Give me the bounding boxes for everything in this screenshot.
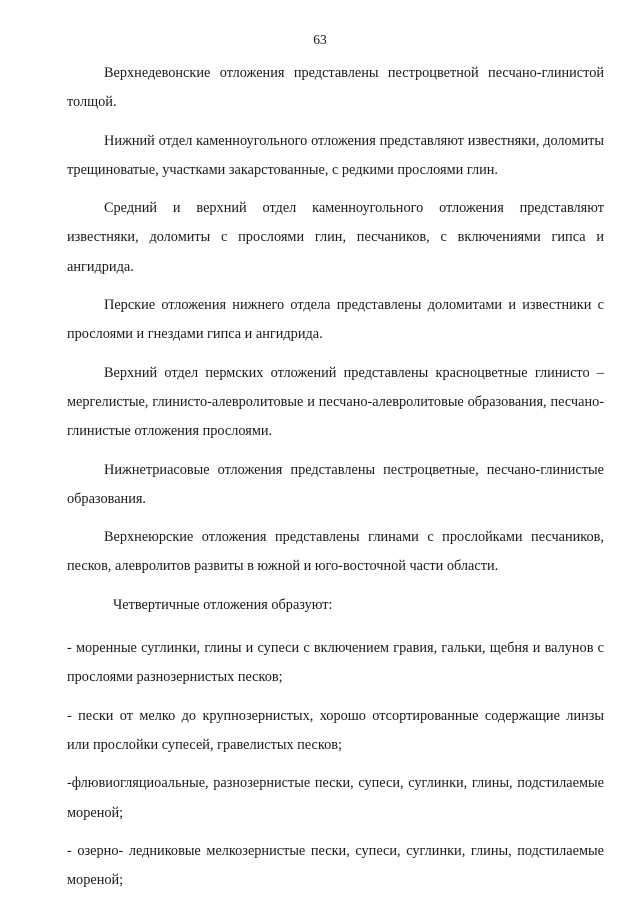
paragraph-middle-upper-carboniferous: Средний и верхний отдел каменноугольного отложения представляют известняки, доломиты с прослоями глин, песчаников, с включениями гипса и ангидрида.	[67, 200, 604, 275]
paragraph-upper-permian: Верхний отдел пермских отложений представлены красноцветные глинисто – мергелистые, глинисто-алевролитовые и песчано-алевролитовые образования, песчано-глинистые отложения прослоями.	[67, 364, 604, 440]
list-item-fluvioglacial: -флювиогляциоальные, разнозернистые пески, супеси, суглинки, глины, подстилаемые мореной;	[67, 775, 604, 821]
paragraph-lower-permian: Перские отложения нижнего отдела представлены доломитами и известники с прослоями и гнездами гипса и ангидрида.	[67, 297, 604, 343]
page-number: 63	[313, 32, 327, 47]
paragraph-upper-jurassic: Верхнеюрские отложения представлены глинами с прослойками песчаников, песков, алевролитов развиты в южной и юго-восточной части области.	[67, 529, 604, 575]
paragraph-lower-triassic: Нижнетриасовые отложения представлены пестроцветные, песчано-глинистые образования.	[67, 461, 604, 507]
list-item-moraine: - моренные суглинки, глины и супеси с включением гравия, гальки, щебня и валунов с прослоями разнозернистых песков;	[67, 640, 604, 686]
paragraph-quaternary-intro: Четвертичные отложения образуют:	[113, 596, 333, 613]
paragraph-upper-devonian: Верхнедевонские отложения представлены пестроцветной песчано-глинистой толщой.	[67, 65, 604, 111]
document-body	[67, 59, 604, 904]
paragraph-lower-carboniferous: Нижний отдел каменноугольного отложения представляют известняки, доломиты трещиноватые, участками закарстованные, с редкими прослоями глин.	[67, 132, 604, 178]
list-item-sands: - пески от мелко до крупнозернистых, хорошо отсортированные содержащие линзы или прослойки супесей, гравелистых песков;	[67, 707, 604, 753]
list-item-lacustrine-glacial: - озерно- ледниковые мелкозернистые пески, супеси, суглинки, глины, подстилаемые мореной;	[67, 842, 604, 889]
